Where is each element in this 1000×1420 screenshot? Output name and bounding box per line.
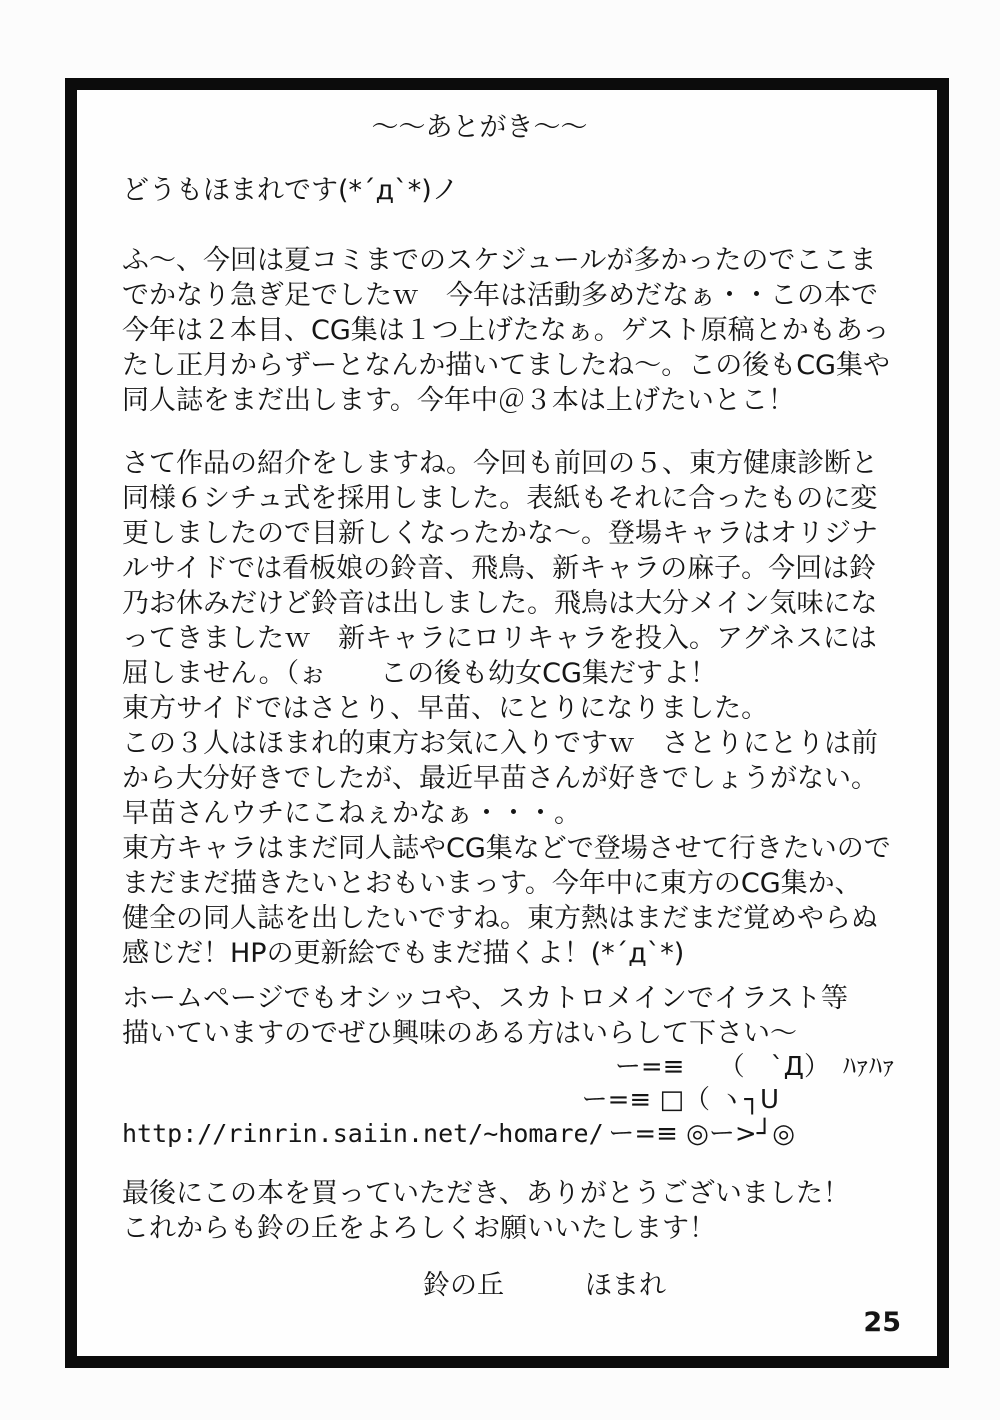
text-line: これからも鈴の丘をよろしくお願いいたします！ bbox=[122, 1213, 716, 1244]
text-line: でかなり急ぎ足でしたｗ 今年は活動多めだなぁ・・この本で bbox=[122, 280, 878, 311]
homepage-url: http://rinrin.saiin.net/~homare/ bbox=[122, 1119, 604, 1148]
page-number: 25 bbox=[863, 1307, 901, 1338]
paragraph-thanks bbox=[122, 1176, 897, 1246]
text-line: 最後にこの本を買っていただき、ありがとうございました！ bbox=[122, 1178, 850, 1209]
text-line: ルサイドでは看板娘の鈴音、飛鳥、新キャラの麻子。今回は鈴 bbox=[122, 553, 877, 584]
paragraph-homepage bbox=[122, 981, 897, 1051]
text-line: から大分好きでしたが、最近早苗さんが好きでしょうがない。 bbox=[122, 763, 878, 794]
text-line: ふ～、今回は夏コミまでのスケジュールが多かったのでここま bbox=[122, 245, 877, 276]
text-line: 乃お休みだけど鈴音は出しました。飛鳥は大分メイン気味にな bbox=[122, 588, 878, 619]
text-line: 屈しません。（ぉ この後も幼女CG集だすよ！ bbox=[122, 658, 717, 689]
text-line: まだまだ描きたいとおもいまっす。今年中に東方のCG集か、 bbox=[122, 868, 862, 899]
page-title: ～～あとがき～～ bbox=[371, 112, 588, 143]
text-line: ホームページでもオシッコや、スカトロメインでイラスト等 bbox=[122, 983, 849, 1014]
signature: 鈴の丘 ほまれ bbox=[423, 1270, 666, 1301]
text-line: 同人誌をまだ出します。今年中＠３本は上げたいとこ！ bbox=[122, 385, 795, 416]
text-line: たし正月からずーとなんか描いてましたね～。この後もCG集や bbox=[122, 350, 890, 381]
paragraph-activity bbox=[122, 243, 897, 418]
page-border-frame bbox=[65, 78, 949, 1368]
greeting-line: どうもほまれです(*´д`*)ノ bbox=[122, 175, 459, 206]
text-line: 東方サイドではさとり、早苗、にとりになりました。 bbox=[122, 693, 769, 724]
ascii-art-line-face: ー=≡ （ `Д） ﾊｧﾊｧ bbox=[614, 1052, 895, 1082]
text-line: 今年は２本目、CG集は１つ上げたなぁ。ゲスト原稿とかもあっ bbox=[122, 315, 890, 346]
paragraph-work-introduction bbox=[122, 446, 897, 971]
text-line: 感じだ！HPの更新絵でもまだ描くよ！(*´д`*) bbox=[122, 938, 685, 969]
text-line: 同様６シチュ式を採用しました。表紙もそれに合ったものに変 bbox=[122, 483, 878, 514]
ascii-art-line-wheels: ー=≡ ◎ー>┘◎ bbox=[608, 1119, 795, 1149]
ascii-art-running-figure bbox=[122, 1051, 897, 1151]
ascii-art-line-body: ー=≡ □（ ヽ┐U bbox=[581, 1085, 779, 1115]
page-content bbox=[77, 90, 937, 1356]
text-line: 東方キャラはまだ同人誌やCG集などで登場させて行きたいので bbox=[122, 833, 891, 864]
text-line: 健全の同人誌を出したいですね。東方熱はまだまだ覚めやらぬ bbox=[122, 903, 878, 934]
text-line: この３人はほまれ的東方お気に入りですｗ さとりにとりは前 bbox=[122, 728, 878, 759]
text-line: 描いていますのでぜひ興味のある方はいらして下さい～ bbox=[122, 1018, 797, 1049]
ascii-art-line-wheels-row bbox=[122, 1117, 897, 1151]
text-line: 早苗さんウチにこねぇかなぁ・・・。 bbox=[122, 798, 581, 829]
text-line: ってきましたｗ 新キャラにロリキャラを投入。アグネスには bbox=[122, 623, 877, 654]
text-line: さて作品の紹介をしますね。今回も前回の５、東方健康診断と bbox=[122, 448, 878, 479]
text-line: 更しましたので目新しくなったかな～。登場キャラはオリジナ bbox=[122, 518, 878, 549]
